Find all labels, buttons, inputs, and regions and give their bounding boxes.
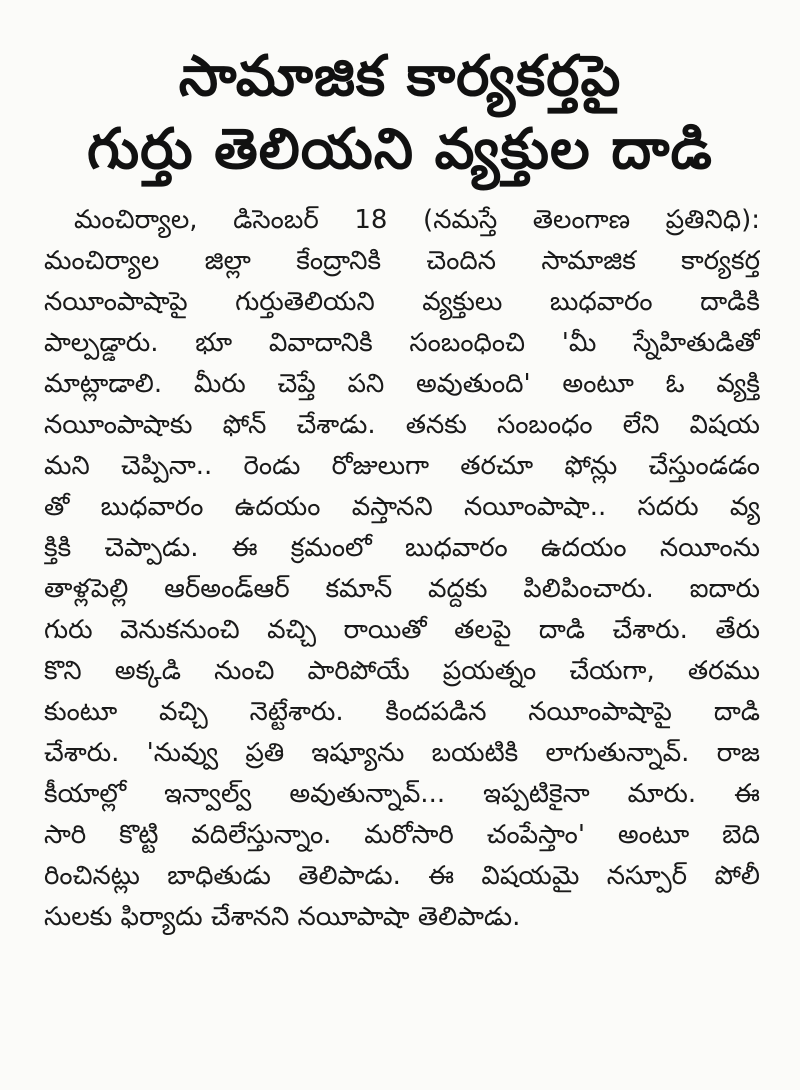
body-line: నయీంపాషాపై గుర్తుతెలియని వ్యక్తులు బుధవారం దాడికి: [44, 287, 760, 317]
body-line: చేశారు. 'నువ్వు ప్రతి ఇష్యూను బయటికి లాగుతున్నావ్. రాజ: [44, 738, 760, 768]
body-line: గురు వెనుకనుంచి వచ్చి రాయితో తలపై దాడి చేశారు. తేరు: [44, 615, 760, 645]
body-line: మని చెప్పినా.. రెండు రోజులుగా తరచూ ఫోన్లు చేస్తుండడం: [44, 451, 760, 481]
body-line: నయీంపాషాకు ఫోన్ చేశాడు. తనకు సంబంధం లేని విషయ: [44, 410, 760, 440]
article-body: [44, 200, 760, 938]
body-line: కొని అక్కడి నుంచి పారిపోయే ప్రయత్నం చేయగా, తరము: [44, 656, 760, 686]
body-line: పాల్పడ్డారు. భూ వివాదానికి సంబంధించి 'మీ స్నేహితుడితో: [44, 328, 760, 358]
body-line: మంచిర్యాల జిల్లా కేంద్రానికి చెందిన సామాజిక కార్యకర్త: [44, 246, 760, 276]
body-line: తాళ్లపెల్లి ఆర్అండ్ఆర్ కమాన్ వద్దకు పిలిపించారు. ఐదారు: [44, 574, 760, 604]
body-line: మాట్లాడాలి. మీరు చెప్తే పని అవుతుంది' అంటూ ఓ వ్యక్తి: [44, 369, 760, 399]
body-line: క్తికి చెప్పాడు. ఈ క్రమంలో బుధవారం ఉదయం నయీంను: [44, 533, 760, 563]
body-line: తో బుధవారం ఉదయం వస్తానని నయీంపాషా.. సదరు వ్య: [44, 492, 760, 522]
body-line: కుంటూ వచ్చి నెట్టేశారు. కిందపడిన నయీంపాషాపై దాడి: [44, 697, 760, 727]
headline-line-1: సామాజిక కార్యకర్తపై: [178, 44, 622, 109]
headline-line-2: గుర్తు తెలియని వ్యక్తుల దాడి: [87, 117, 713, 182]
body-line: సారి కొట్టి వదిలేస్తున్నాం. మరోసారి చంపేస్తాం' అంటూ బెది: [44, 820, 760, 850]
body-line-last: సులకు ఫిర్యాదు చేశానని నయీపాషా తెలిపాడు.: [44, 902, 521, 932]
body-line: కీయాల్లో ఇన్వాల్వ్ అవుతున్నావ్... ఇప్పటికైనా మారు. ఈ: [44, 779, 760, 809]
body-line: రించినట్లు బాధితుడు తెలిపాడు. ఈ విషయమై నస్పూర్ పోలీ: [44, 861, 760, 891]
dateline: మంచిర్యాల, డిసెంబర్ 18 (నమస్తే తెలంగాణ ప్రతినిధి):: [74, 205, 760, 235]
